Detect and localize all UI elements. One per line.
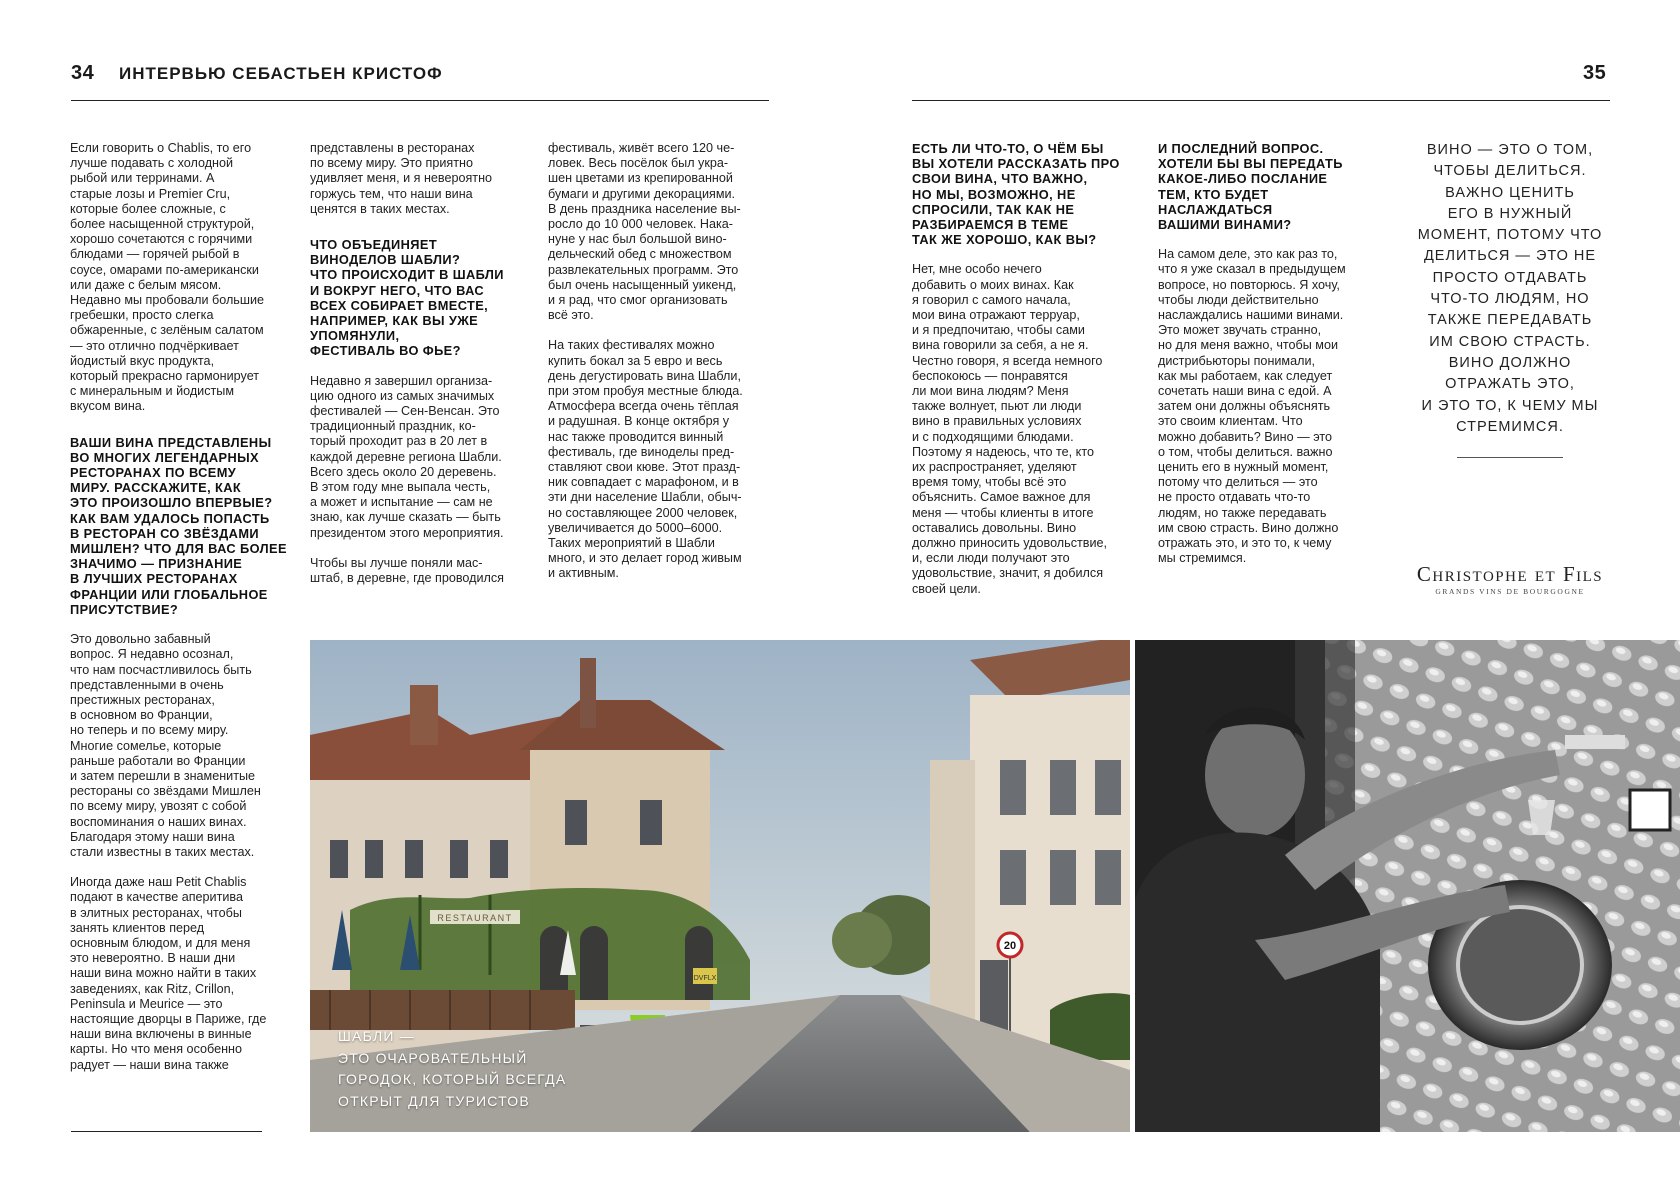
speed-limit-sign: 20 bbox=[1003, 940, 1017, 952]
logo-tagline: GRANDS VINS DE BOURGOGNE bbox=[1435, 587, 1585, 596]
page-number-left: 34 bbox=[71, 62, 95, 84]
pull-quote: ВИНО — ЭТО О ТОМ, ЧТОБЫ ДЕЛИТЬСЯ. ВАЖНО ЦЕНИТЬ ЕГО В НУЖНЫЙ МОМЕНТ, ПОТОМУ ЧТО ДЕЛИТЬСЯ — ЭТО НЕ ПРОСТО ОТДАВАТЬ ЧТО-ТО ЛЮДЯМ, НО ТАКЖЕ ПЕРЕДАВАТЬ ИМ СВОЮ СТРАСТЬ. ВИНО ДОЛЖНО ОТРАЖАТЬ ЭТО, И ЭТО ТО, К ЧЕМУ МЫ СТРЕМИМСЯ. bbox=[1417, 142, 1603, 435]
paragraph: Нет, мне особо нечего добавить о моих винах. Как я говорил с самого начала, мои вина отражают терруар, и я предпочитаю, чтобы сами вина говорили за себя, а не я. Честно говоря, я всегда немного беспокоюсь — понравятся ли мои вина людям? Меня также волнует, пьют ли люди вино в правильных условиях и с подходящими блюдами. Поэтому я надеюсь, что те, кто их распространяет, уделяют время тому, чтобы всё это объяснить. Самое важное для меня — чтобы клиенты в итоге оставались довольны. Вино должно приносить удовольствие, и, если люди получают это удовольствие, значит, я добился своей цели. bbox=[912, 262, 1107, 596]
paragraph: На самом деле, это как раз то, что я уже сказал в предыдущем вопросе, но повторюсь. Я хочу, чтобы люди действительно наслаждались нашими винами. Это может звучать странно, но для меня важно, чтобы мои дистрибьюторы понимали, как мы работаем, как следует сочетать наши вина с едой. А затем они должны объяснять это своим клиентам. Что можно добавить? Вино — это о том, чтобы делиться. важно ценить его в нужный момент, потому что делиться — это не просто отдавать что-то людям, но также передавать им свою страсть. Вино должно отражать это, и это то, к чему мы стремимся. bbox=[1158, 247, 1346, 566]
paragraph: На таких фестивалях можно купить бокал за 5 евро и весь день дегустировать вина Шабли, при этом пробуя местные блюда. Атмосфера всегда очень тёплая и радушная. В конце октября у нас также проводится винный фестиваль, где виноделы пред- ставляют свои кюве. Этот празд- ник совпадает с марафоном, и в эти дни население Шабли, обыч- но составляющее 2000 человек, увеличивается до 5000–6000. Таких мероприятий в Шабли много, и это делает город живым и активным. bbox=[548, 338, 743, 581]
winemaker-tank-illustration bbox=[1135, 640, 1680, 1132]
restaurant-sign: RESTAURANT bbox=[437, 913, 513, 923]
article-column-1 bbox=[70, 141, 292, 1088]
column-end-rule bbox=[71, 1131, 262, 1132]
photo-caption: ШАБЛИ — ЭТО ОЧАРОВАТЕЛЬНЫЙ ГОРОДОК, КОТОРЫЙ ВСЕГДА ОТКРЫТ ДЛЯ ТУРИСТОВ bbox=[338, 1028, 567, 1109]
paragraph: фестиваль, живёт всего 120 че- ловек. Весь посёлок был укра- шен цветами из крепированной бумаги и другими декорациями. В день праздника население вы- росло до 10 000 человек. Нака- нуне у нас был большой вино- дельческий обед с множеством развлекательных программ. Это был очень насыщенный уикенд, и я рад, что смог организовать всё это. bbox=[548, 141, 741, 323]
interview-question: ЧТО ОБЪЕДИНЯЕТ ВИНОДЕЛОВ ШАБЛИ? ЧТО ПРОИСХОДИТ В ШАБЛИ И ВОКРУГ НЕГО, ЧТО ВАС ВСЕХ СОБИРАЕТ ВМЕСТЕ, НАПРИМЕР, КАК ВЫ УЖЕ УПОМЯНУЛИ, ФЕСТИВАЛЬ ВО ФЬЕ? bbox=[310, 237, 504, 359]
header-rule-right bbox=[912, 100, 1610, 101]
chablis-village-photo bbox=[310, 640, 1130, 1132]
section-title: ИНТЕРВЬЮ СЕБАСТЬЕН КРИСТОФ bbox=[119, 64, 443, 83]
interview-question: И ПОСЛЕДНИЙ ВОПРОС. ХОТЕЛИ БЫ ВЫ ПЕРЕДАТЬ КАКОЕ-ЛИБО ПОСЛАНИЕ ТЕМ, КТО БУДЕТ НАСЛАЖДАТЬСЯ ВАШИМИ ВИНАМИ? bbox=[1158, 141, 1343, 233]
article-column-5 bbox=[1158, 141, 1383, 581]
article-column-4 bbox=[912, 141, 1140, 612]
pull-quote-rule bbox=[1457, 457, 1563, 458]
paragraph: Это довольно забавный вопрос. Я недавно осознал, что нам посчастливилось быть представленными в очень престижных ресторанах, в основном во Франции, но теперь и по всему миру. Многие сомелье, которые раньше работали во Франции и затем перешли в знаменитые рестораны со звёздами Мишлен по всему миру, увозят с собой воспоминания о наших винах. Благодаря этому наши вина стали известны в таких местах. bbox=[70, 632, 261, 859]
interview-question: ЕСТЬ ЛИ ЧТО-ТО, О ЧЁМ БЫ ВЫ ХОТЕЛИ РАССКАЗАТЬ ПРО СВОИ ВИНА, ЧТО ВАЖНО, НО МЫ, ВОЗМОЖНО, НЕ СПРОСИЛИ, ТАК КАК НЕ РАЗБИРАЕМСЯ В ТЕМЕ ТАК ЖЕ ХОРОШО, КАК ВЫ? bbox=[912, 141, 1120, 248]
article-column-2 bbox=[310, 141, 535, 601]
winery-logo bbox=[1395, 562, 1625, 596]
paragraph: представлены в ресторанах по всему миру. Это приятно удивляет меня, и я невероятно горжусь тем, что наши вина ценятся в таких местах. bbox=[310, 141, 493, 216]
paragraph: Чтобы вы лучше поняли мас- штаб, в деревне, где проводился bbox=[310, 555, 504, 586]
winemaker-photo bbox=[1135, 640, 1680, 1132]
paragraph: Если говорить о Chablis, то его лучше подавать с холодной рыбой или терринами. А старые лозы и Premier Cru, которые более сложные, с более насыщенной структурой, хорошо сочетаются с горячими блюдами — горячей рыбой в соусе, омарами по-американски или даже с белым мясом. Недавно мы пробовали большие гребешки, просто слегка обжаренные, с зелёным салатом — это отлично подчёркивает йодистый вкус продукта, который прекрасно гармонирует с минеральным и йодистым вкусом вина. bbox=[70, 141, 265, 414]
paragraph: Недавно я завершил организа- цию одного из самых значимых фестивалей — Сен-Венсан. Это традиционный праздник, ко- торый проходит раз в 20 лет в каждой деревне региона Шабли. Всего здесь около 20 деревень. В этом году мне выпала честь, а может и испытание — сам не знаю, как лучше сказать — быть президентом этого мероприятия. bbox=[310, 373, 504, 540]
logo-wordmark: Christophe et Fils bbox=[1416, 562, 1604, 586]
interview-question: ВАШИ ВИНА ПРЕДСТАВЛЕНЫ ВО МНОГИХ ЛЕГЕНДАРНЫХ РЕСТОРАНАХ ПО ВСЕМУ МИРУ. РАССКАЖИТЕ, КАК ЭТО ПРОИЗОШЛО ВПЕРВЫЕ? КАК ВАМ УДАЛОСЬ ПОПАСТЬ В РЕСТОРАН СО ЗВЁЗДАМИ МИШЛЕН? ЧТО ДЛЯ ВАС БОЛЕЕ ЗНАЧИМО — ПРИЗНАНИЕ В ЛУЧШИХ РЕСТОРАНАХ ФРАНЦИИ ИЛИ ГЛОБАЛЬНОЕ ПРИСУТСТВИЕ? bbox=[70, 434, 287, 617]
header-rule-left bbox=[71, 100, 769, 101]
shop-sign: DVFLX bbox=[693, 975, 717, 982]
article-column-3 bbox=[548, 141, 773, 597]
page-number-right: 35 bbox=[1583, 62, 1607, 84]
paragraph: Иногда даже наш Petit Chablis подают в качестве аперитива в элитных ресторанах, чтобы занять клиентов перед основным блюдом, и для меня это невероятно. В наши дни наши вина можно найти в таких заведениях, как Ritz, Crillon, Peninsula и Meurice — это настоящие дворцы в Париже, где наши вина включены в винные карты. Но что меня особенно радует — наши вина также bbox=[70, 875, 267, 1072]
